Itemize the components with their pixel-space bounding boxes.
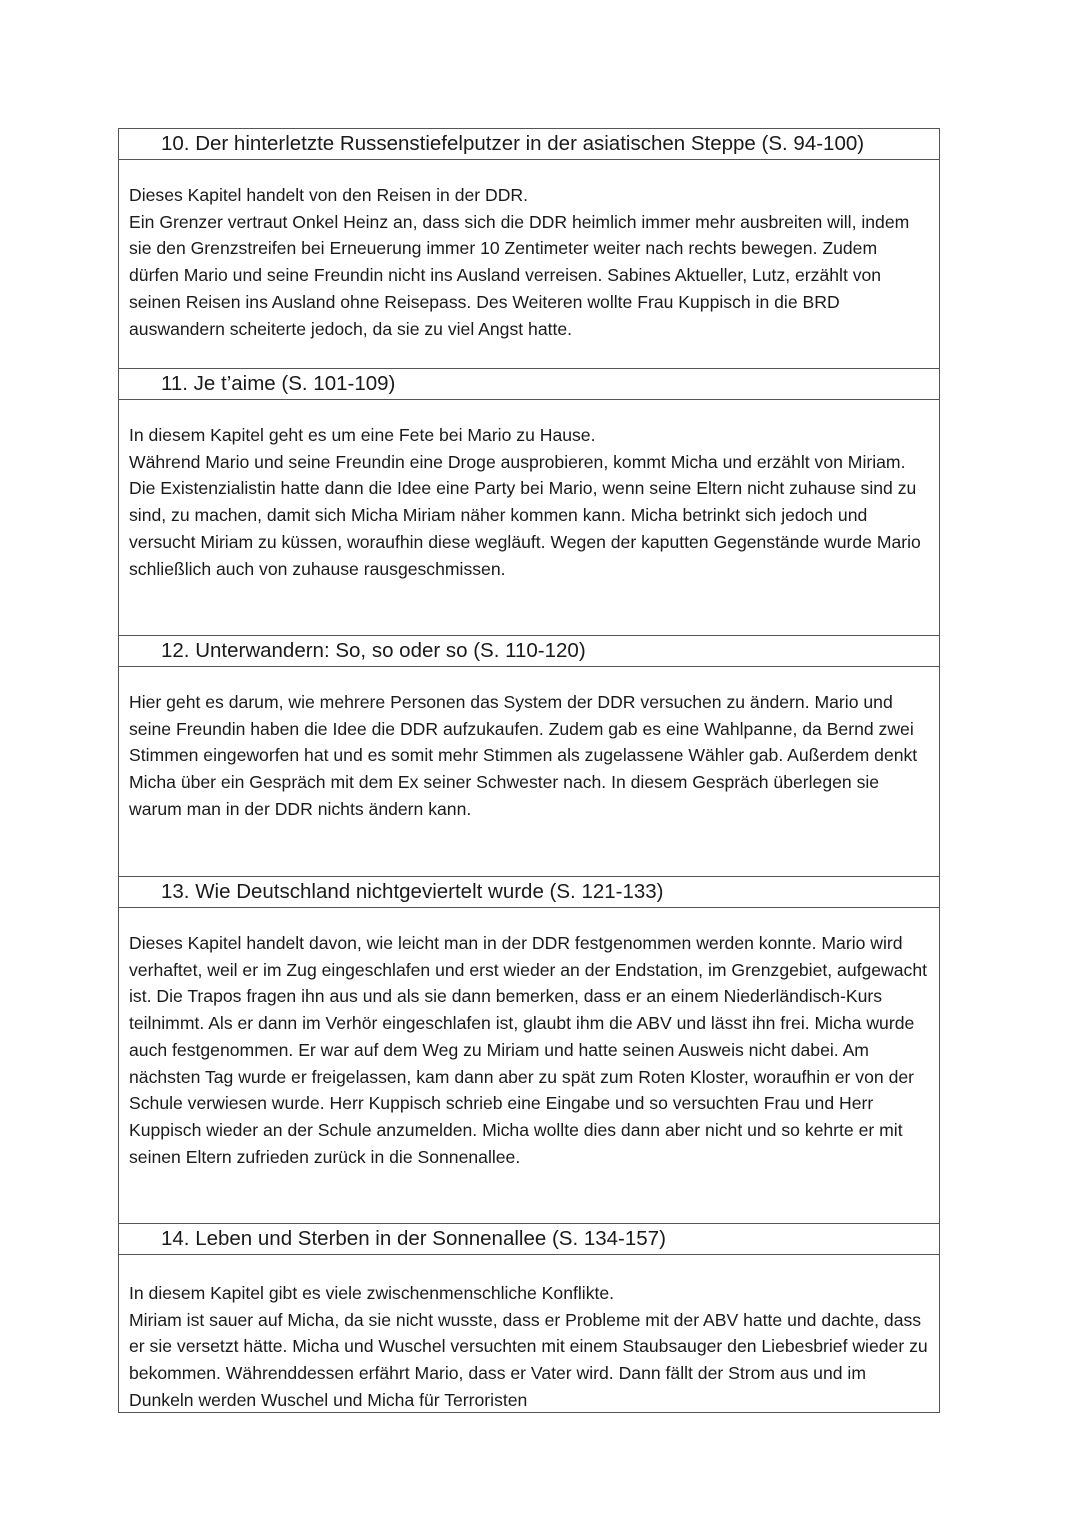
chapter-heading-13: 13. Wie Deutschland nichtgeviertelt wurde (S. 121-133) (119, 877, 939, 908)
chapter-summary-13 (119, 908, 939, 1224)
chapter-summary-11 (119, 400, 939, 636)
summary-paragraph: Hier geht es darum, wie mehrere Personen das System der DDR versuchen zu ändern. Mario und seine Freundin haben die Idee die DDR aufzukaufen. Zudem gab es eine Wahlpanne, da Bernd zwei Stimmen eingeworfen hat und es somit mehr Stimmen als zugelassene Wähler gab. Außerdem denkt Micha über ein Gespräch mit dem Ex seiner Schwester nach. In diesem Gespräch überlegen sie warum man in der DDR nichts ändern kann. (129, 692, 918, 819)
chapter-summary-12 (119, 667, 939, 877)
summary-paragraph: Während Mario und seine Freundin eine Droge ausprobieren, kommt Micha und erzählt von Miriam. Die Existenzialistin hatte dann die Idee eine Party bei Mario, wenn seine Eltern nicht zuhause sind zu sind, zu machen, damit sich Micha Miriam näher kommen kann. Micha betrinkt sich jedoch und versucht Miriam zu küssen, woraufhin diese wegläuft. Wegen der kaputten Gegenstände wurde Mario schließlich auch von zuhause rausgeschmissen. (129, 451, 921, 579)
summary-paragraph: Ein Grenzer vertraut Onkel Heinz an, dass sich die DDR heimlich immer mehr ausbreiten will, indem sie den Grenzstreifen bei Erneuerung immer 10 Zentimeter weiter nach rechts bewegen. Zudem dürfen Mario und seine Freundin nicht ins Ausland verreisen. Sabines Aktueller, Lutz, erzählt von seinen Reisen ins Ausland ohne Reisepass. Des Weiteren wollte Frau Kuppisch in die BRD auswandern scheiterte jedoch, da sie zu viel Angst hatte. (129, 211, 910, 339)
chapter-summary-10 (119, 160, 939, 369)
summary-paragraph: Miriam ist sauer auf Micha, da sie nicht wusste, dass er Probleme mit der ABV hatte und dachte, dass er sie versetzt hätte. Micha und Wuschel versuchten mit einem Staubsauger den Liebesbrief wieder zu bekommen. Währenddessen erfährt Mario, dass er Vater wird. Dann fällt der Strom aus und im Dunkeln werden Wuschel und Micha für Terroristen (129, 1309, 928, 1410)
summary-table (118, 128, 940, 1413)
chapter-heading-12: 12. Unterwandern: So, so oder so (S. 110-120) (119, 636, 939, 667)
summary-paragraph: Dieses Kapitel handelt davon, wie leicht man in der DDR festgenommen werden konnte. Mario wird verhaftet, weil er im Zug eingeschlafen und erst wieder an der Endstation, im Grenzgebiet, aufgewacht ist. Die Trapos fragen ihn aus und als sie dann bemerken, dass er an einem Niederländisch-Kurs teilnimmt. Als er dann im Verhör eingeschlafen ist, glaubt ihm die ABV und lässt ihn frei. Micha wurde auch festgenommen. Er war auf dem Weg zu Miriam und hatte seinen Ausweis nicht dabei. Am nächsten Tag wurde er freigelassen, kam dann aber zu spät zum Roten Kloster, woraufhin er von der Schule verwiesen wurde. Herr Kuppisch schrieb eine Eingabe und so versuchten Frau und Herr Kuppisch wieder an der Schule anzumelden. Micha wollte dies dann aber nicht und so kehrte er mit seinen Eltern zufrieden zurück in die Sonnenallee. (129, 933, 928, 1167)
summary-paragraph: In diesem Kapitel gibt es viele zwischenmenschliche Konflikte. (129, 1283, 615, 1303)
chapter-summary-14 (119, 1255, 939, 1413)
summary-paragraph: In diesem Kapitel geht es um eine Fete bei Mario zu Hause. (129, 425, 596, 445)
chapter-heading-14: 14. Leben und Sterben in der Sonnenallee (S. 134-157) (119, 1224, 939, 1255)
chapter-heading-10: 10. Der hinterletzte Russenstiefelputzer in der asiatischen Steppe (S. 94-100) (119, 129, 939, 160)
chapter-heading-11: 11. Je t’aime (S. 101-109) (119, 369, 939, 400)
summary-paragraph: Dieses Kapitel handelt von den Reisen in der DDR. (129, 185, 529, 205)
